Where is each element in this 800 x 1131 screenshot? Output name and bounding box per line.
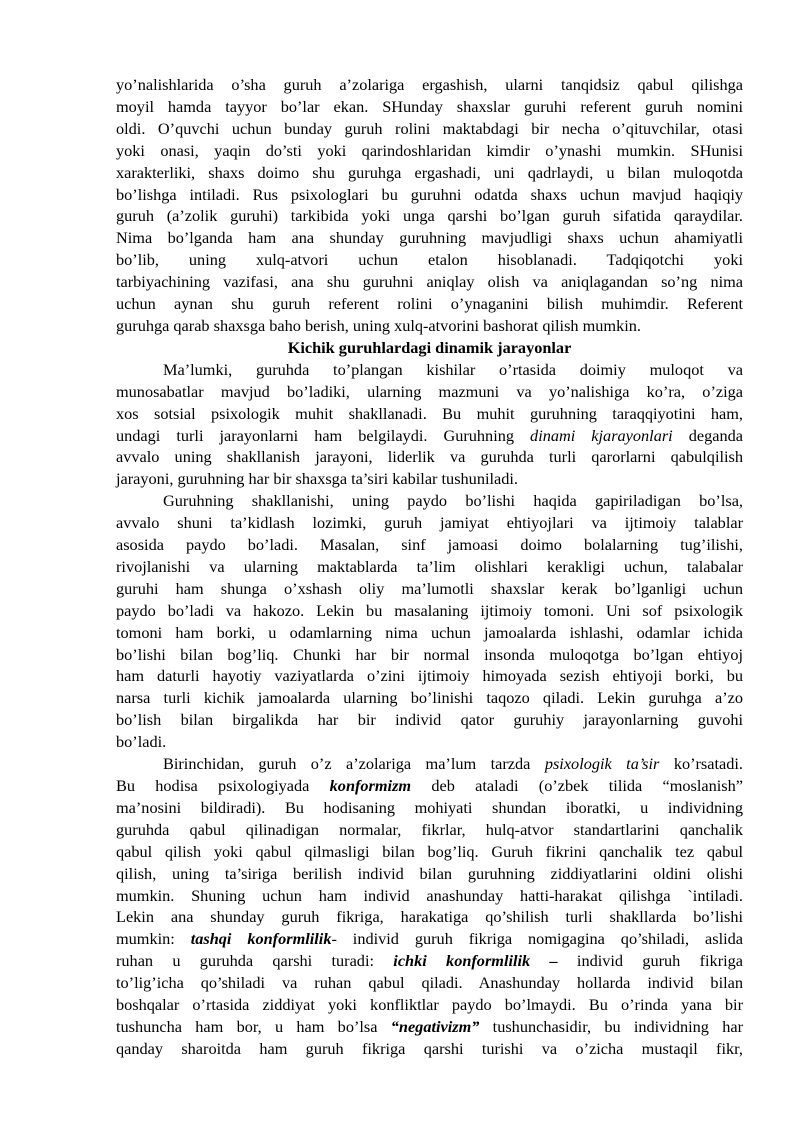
text-line: yoki onasi, yaqin do’sti yoki qarindoshlaridan kimdir o’ynashi mumkin. SHunisi [116, 140, 743, 160]
section-heading: Kichik guruhlardagi dinamik jarayonlar [287, 337, 572, 357]
text-line: guruhi ham shunga o’xshash oliy ma’lumotli shaxslar kerak bo’lganligi uchun [116, 578, 743, 598]
text-line: bo’lishi bilan bog’liq. Chunki har bir normal insonda muloqotga bo’lgan ehtiyoj [116, 644, 743, 664]
text-line: bo’lib, uning xulq-atvori uchun etalon hisoblanadi. Tadqiqotchi yoki [116, 250, 743, 270]
text-line: munosabatlar mavjud bo’ladiki, ularning mazmuni va yo’nalishiga ko’ra, o’ziga [116, 381, 743, 401]
text-line: tomoni ham borki, u odamlarning nima uchun jamoalarda ishlashi, odamlar ichida [116, 622, 743, 642]
text-line: moyil hamda tayyor bo’lar ekan. SHunday shaxslar guruhi referent guruh nomini [116, 96, 743, 116]
text-run: mumkin: [116, 929, 175, 949]
text-line: avvalo shuni ta’kidlash lozimki, guruh jamiyat ehtiyojlari va ijtimoiy talablar [116, 513, 743, 533]
text-line: mumkin. Shuning uchun ham individ anashunday hatti-harakat qilishga `intiladi. [116, 885, 743, 905]
bold-italic-term: ichki konformlilik – [393, 951, 558, 971]
text-line: Nima bo’lganda ham ana shunday guruhning mavjudligi shaxs uchun ahamiyatli [116, 228, 743, 248]
text-line: xos sotsial psixologik muhit shakllanadi. Bu muhit guruhning taraqqiyotini ham, [116, 403, 743, 423]
text-run: ko’rsatadi. [673, 754, 743, 774]
text-line: Ma’lumki, guruhda to’plangan kishilar o’rtasida doimiy muloqot va [163, 359, 743, 379]
text-line-mixed [116, 950, 743, 972]
text-line: Lekin ana shunday guruh fikriga, harakatiga qo’shilish turli shakllarda bo’lishi [116, 907, 743, 927]
bold-italic-term: “negativizm” [390, 1016, 480, 1036]
text-line: jarayoni, guruhning har bir shaxsga ta’siri kabilar tushuniladi. [116, 469, 518, 489]
text-run: deganda [688, 425, 743, 445]
text-line: oldi. O’quvchi uchun bunday guruh rolini maktabdagi bir necha o’qituvchilar, otasi [116, 118, 743, 138]
text-run: deb ataladi (o’zbek tilida “moslanish” [431, 776, 743, 795]
text-line: qanday sharoitda ham guruh fikriga qarshi turishi va o’zicha mustaqil fikr, [116, 1038, 743, 1058]
text-run: Bu hodisa psixologiyada [116, 776, 310, 795]
text-run: undagi turli jarayonlarni ham belgilaydi. Guruhning [116, 425, 515, 445]
paragraph-referent-group [116, 74, 743, 337]
text-line: guruhda qabul qilinadigan normalar, fikrlar, hulq-atvor standartlarini qanchalik [116, 819, 743, 839]
italic-term: dinami kjarayonlari [530, 425, 673, 445]
text-line-mixed [116, 753, 743, 775]
text-line-mixed [116, 775, 743, 797]
paragraph-dynamic-processes [116, 359, 743, 490]
text-line: tarbiyachining vazifasi, ana shu guruhni aniqlay olish va aniqlagandan so’ng nima [116, 272, 743, 292]
text-run: tushunchasidir, bu individning har [492, 1016, 744, 1036]
text-line-mixed [116, 1016, 743, 1038]
text-run: tushuncha ham bor, u ham bo’lsa [116, 1016, 378, 1036]
text-line: boshqalar o’rtasida ziddiyat yoki konfliktlar paydo bo’lmaydi. Bu o’rinda yana bir [116, 995, 743, 1015]
text-line: bo’lish bilan birgalikda har bir individ qator guruhiy jarayonlarning guvohi [116, 710, 743, 730]
text-line: rivojlanishi va ularning maktablarda ta’lim olishlari kerakligi uchun, talabalar [116, 556, 743, 576]
bold-italic-term: tashqi konformlilik [190, 929, 332, 949]
italic-term: psixologik ta’sir [544, 754, 660, 774]
text-run: - individ guruh fikriga nomigagina qo’shiladi, aslida [331, 929, 743, 949]
text-line: Guruhning shakllanishi, uning paydo bo’lishi haqida gapiriladigan bo’lsa, [163, 491, 743, 511]
text-line: qabul qilish yoki qabul qilmasligi bilan bog’liq. Guruh fikrini qanchalik tez qabul [116, 841, 743, 861]
paragraph-group-formation [116, 490, 743, 753]
text-line: guruhga qarab shaxsga baho berish, uning xulq-atvorini bashorat qilish mumkin. [116, 315, 641, 335]
text-run: Birinchidan, guruh o’z a’zolariga ma’lum tarzda [163, 754, 531, 774]
text-line: qilish, uning ta’siriga berilish individ bilan guruhning ziddiyatlarini oldini olishi [116, 863, 743, 883]
paragraph-conformism [116, 753, 743, 1060]
text-run: ruhan u guruhda qarshi turadi: [116, 951, 374, 971]
text-line: asosida paydo bo’ladi. Masalan, sinf jamoasi doimo bolalarning tug’ilishi, [116, 535, 743, 555]
document-page [116, 74, 743, 1060]
text-line: ham daturli hayotiy vaziyatlarda o’zini ijtimoiy himoyada sezish ehtiyoji borki, bu [116, 666, 743, 686]
text-line-mixed [116, 928, 743, 950]
text-line: ma’nosini bildiradi). Bu hodisaning mohiyati shundan iboratki, u individning [116, 797, 743, 817]
text-run: individ guruh fikriga [576, 951, 744, 971]
text-line: bo’ladi. [116, 732, 167, 752]
text-line: paydo bo’ladi va hakozo. Lekin bu masalaning ijtimoiy tomoni. Uni sof psixologik [116, 600, 743, 620]
text-line: avvalo uning shakllanish jarayoni, liderlik va guruhda turli qarorlarni qabulqilish [116, 447, 743, 467]
text-line-mixed [116, 425, 743, 447]
text-line: xarakterliki, shaxs doimo shu guruhga ergashadi, uni qadrlaydi, u bilan muloqotda [116, 162, 743, 182]
text-line: narsa turli kichik jamoalarda ularning bo’linishi taqozo qiladi. Lekin guruhga a’zo [116, 688, 743, 708]
text-line: yo’nalishlarida o’sha guruh a’zolariga ergashish, ularni tanqidsiz qabul qilishga [116, 75, 743, 94]
text-line: uchun aynan shu guruh referent rolini o’ynaganini bilish muhimdir. Referent [116, 294, 743, 314]
text-line: bo’lishga intiladi. Rus psixologlari bu guruhni odatda shaxs uchun mavjud haqiqiy [116, 184, 743, 204]
text-line: to’lig’icha qo’shiladi va ruhan qabul qiladi. Anashunday hollarda individ bilan [116, 973, 743, 993]
text-line: guruh (a’zolik guruhi) tarkibida yoki unga qarshi bo’lgan guruh sifatida qaraydilar. [116, 206, 743, 226]
bold-italic-term: konformizm [329, 776, 412, 795]
